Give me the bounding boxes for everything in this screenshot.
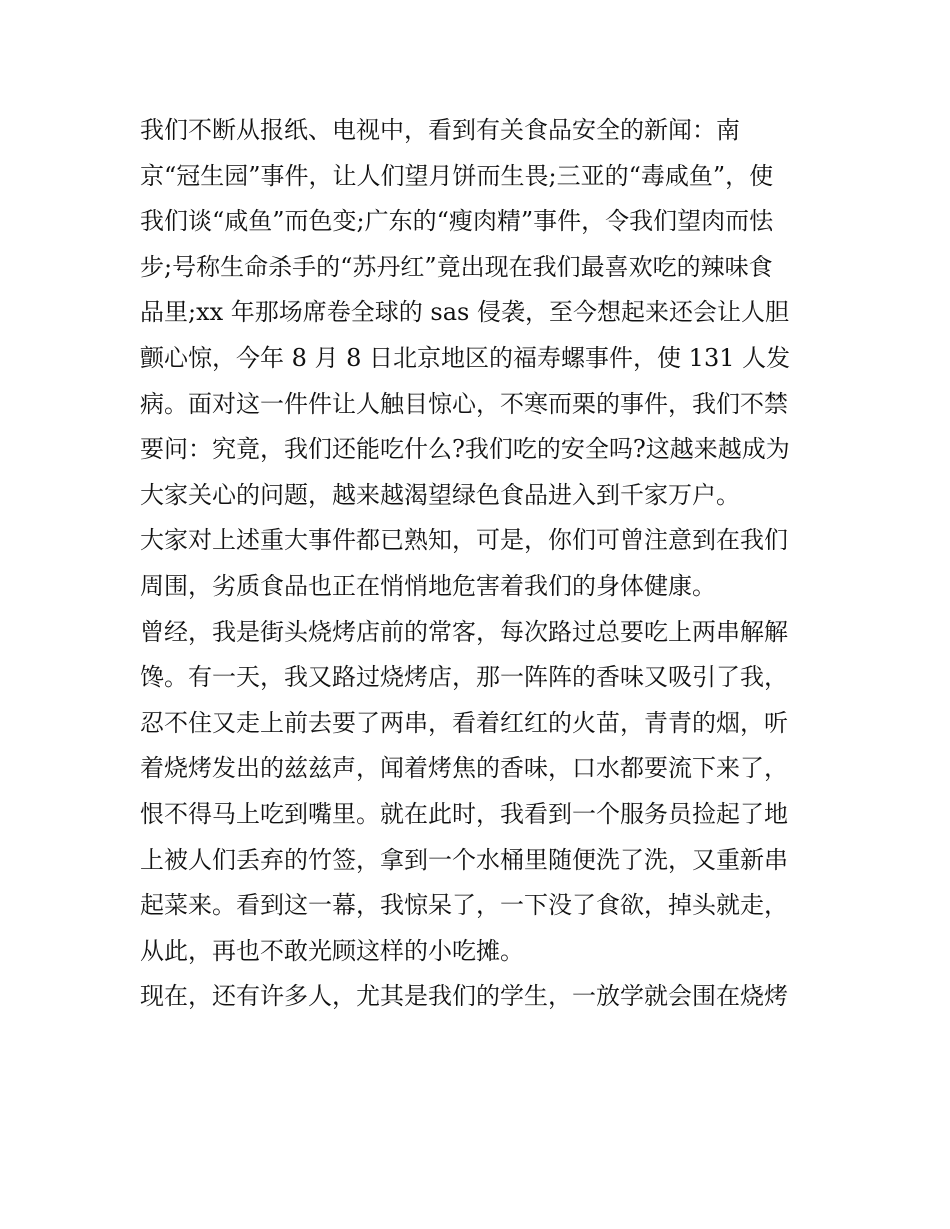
text-line: 要问：究竟，我们还能吃什么?我们吃的安全吗?这越来越成为 xyxy=(140,435,790,464)
text-line: 病。面对这一件件让人触目惊心，不寒而栗的事件，我们不禁 xyxy=(140,389,788,418)
text-line: 大家关心的问题，越来越渴望绿色食品进入到千家万户。 xyxy=(140,480,740,509)
text-line: 从此，再也不敢光顾这样的小吃摊。 xyxy=(140,936,524,965)
text-line: 大家对上述重大事件都已熟知，可是，你们可曾注意到在我们 xyxy=(140,526,788,555)
text-line: 品里;xx 年那场席卷全球的 sas 侵袭，至今想起来还会让人胆 xyxy=(140,298,789,327)
text-line: 现在，还有许多人，尤其是我们的学生，一放学就会围在烧烤 xyxy=(140,982,788,1011)
text-line: 我们不断从报纸、电视中，看到有关食品安全的新闻：南 xyxy=(140,116,740,144)
text-line: 周围，劣质食品也正在悄悄地危害着我们的身体健康。 xyxy=(140,571,716,600)
document-page xyxy=(140,108,815,1020)
text-line: 馋。有一天，我又路过烧烤店，那一阵阵的香味又吸引了我， xyxy=(140,663,788,692)
text-line: 颤心惊，今年 8 月 8 日北京地区的福寿螺事件，使 131 人发 xyxy=(140,343,791,372)
text-line: 忍不住又走上前去要了两串，看着红红的火苗，青青的烟，听 xyxy=(140,708,788,737)
text-line: 上被人们丢弃的竹签，拿到一个水桶里随便洗了洗，又重新串 xyxy=(140,845,788,874)
text-line: 着烧烤发出的兹兹声，闻着烤焦的香味，口水都要流下来了， xyxy=(140,754,788,783)
text-line: 曾经，我是街头烧烤店前的常客，每次路过总要吃上两串解解 xyxy=(140,617,788,646)
text-line: 步;号称生命杀手的“苏丹红”竟出现在我们最喜欢吃的辣味食 xyxy=(140,252,773,281)
text-line: 我们谈“咸鱼”而色变;广东的“瘦肉精”事件，令我们望肉而怯 xyxy=(140,207,774,236)
text-line: 京“冠生园”事件，让人们望月饼而生畏;三亚的“毒咸鱼”，使 xyxy=(140,161,774,190)
text-line: 起菜来。看到这一幕，我惊呆了，一下没了食欲，掉头就走， xyxy=(140,891,788,920)
text-line: 恨不得马上吃到嘴里。就在此时，我看到一个服务员捡起了地 xyxy=(140,799,788,828)
